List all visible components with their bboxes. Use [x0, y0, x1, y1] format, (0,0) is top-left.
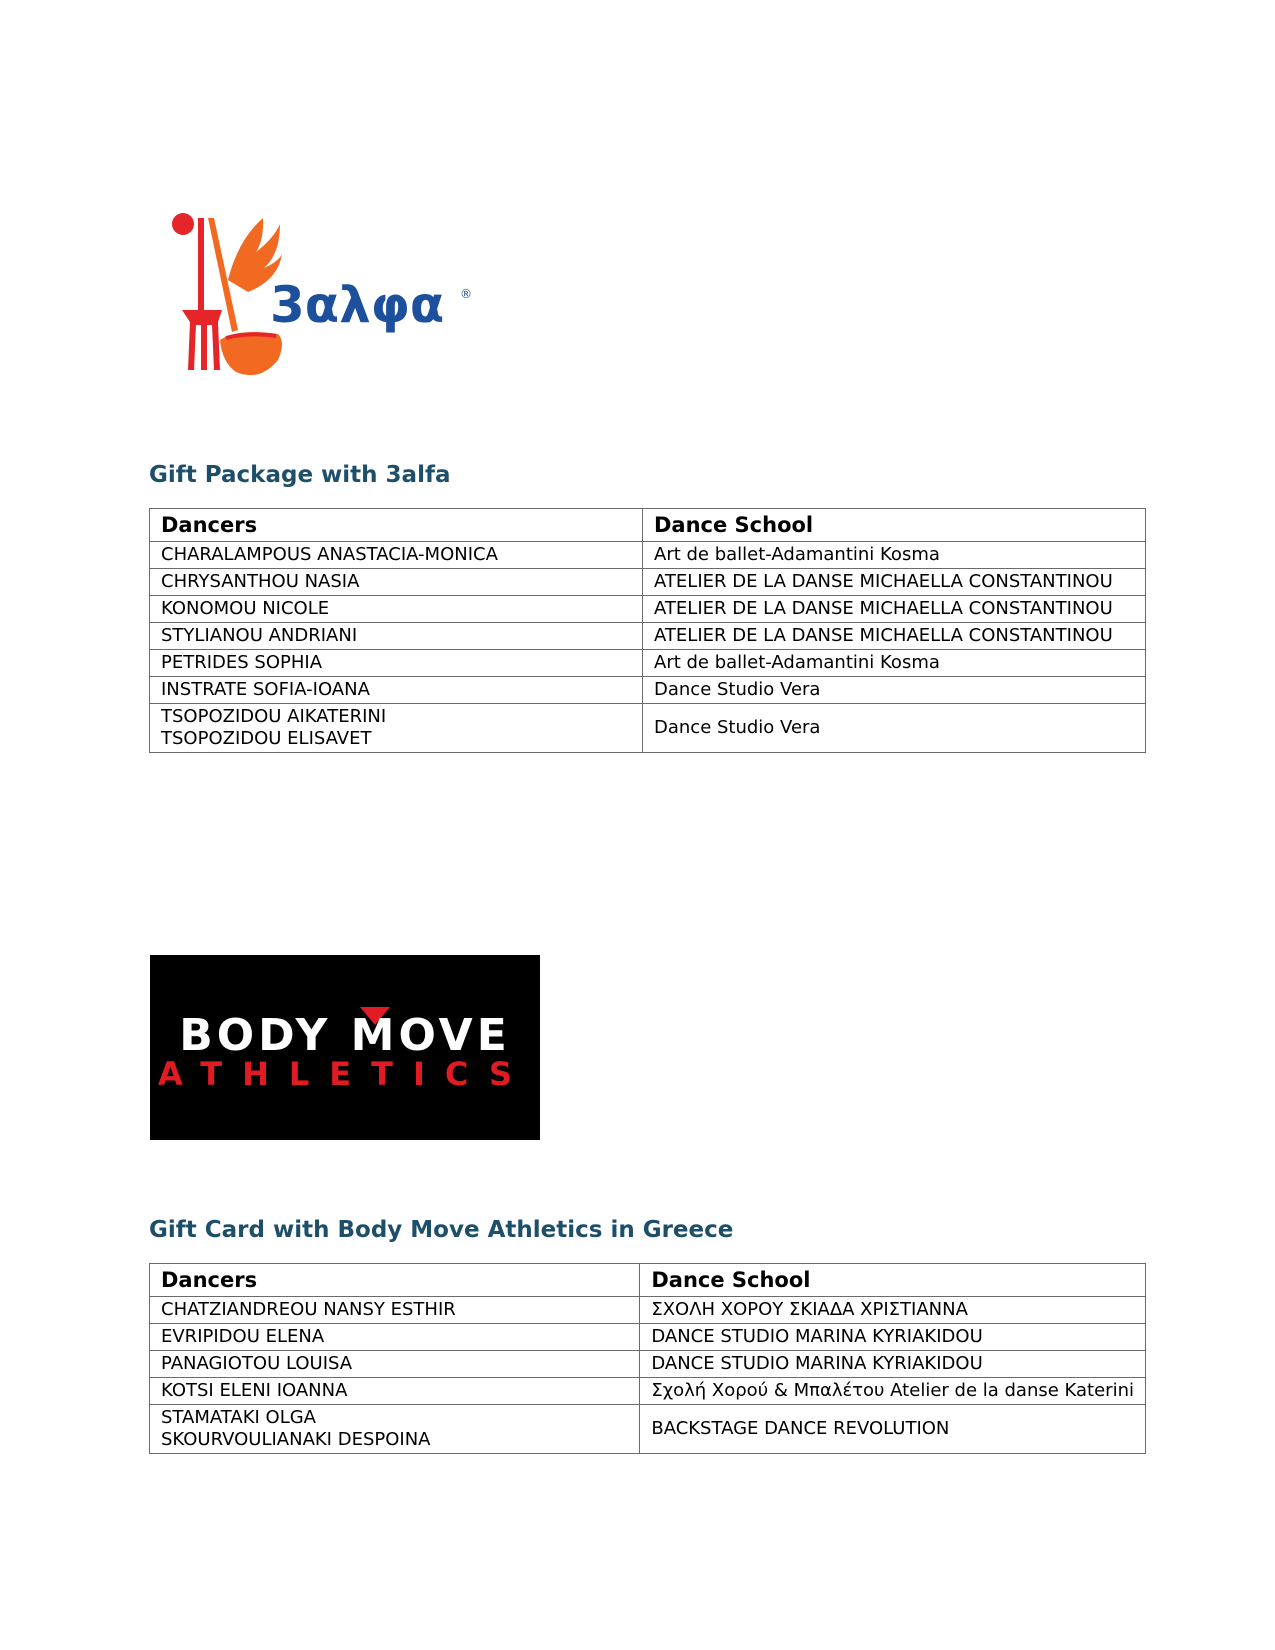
svg-text:3αλφα: 3αλφα [270, 276, 445, 334]
dancer-name: INSTRATE SOFIA-IOANA [161, 679, 370, 700]
dance-school-cell: Dance Studio Vera [643, 677, 1146, 704]
dance-school-cell: Dance Studio Vera [643, 704, 1146, 753]
svg-text:ATHLETICS: ATHLETICS [158, 1055, 532, 1093]
table-header-row [150, 509, 1146, 542]
dance-school-cell: ΣΧΟΛΗ ΧΟΡΟΥ ΣΚΙΑΔΑ ΧΡΙΣΤΙΑΝΝΑ [640, 1297, 1146, 1324]
table-header-row [150, 1264, 1146, 1297]
dance-school-cell: ATELIER DE LA DANSE MICHAELLA CONSTANTINOU [643, 623, 1146, 650]
svg-text:BODY MOVE: BODY MOVE [179, 1010, 511, 1061]
dance-school-cell: DANCE STUDIO MARINA KYRIAKIDOU [640, 1324, 1146, 1351]
3alfa-logo [168, 210, 478, 390]
dancer-name: CHRYSANTHOU NASIA [161, 571, 360, 592]
dancers-header: Dancers [150, 1264, 640, 1297]
dancer-cell [150, 596, 643, 623]
dancer-name: SKOURVOULIANAKI DESPOINA [161, 1429, 431, 1450]
dance-school-cell: Art de ballet-Adamantini Kosma [643, 542, 1146, 569]
dance-school-cell: BACKSTAGE DANCE REVOLUTION [640, 1405, 1146, 1454]
table-row [150, 1405, 1146, 1454]
dance-school-header: Dance School [640, 1264, 1146, 1297]
dancer-cell [150, 1324, 640, 1351]
dancer-cell [150, 1378, 640, 1405]
table-row [150, 596, 1146, 623]
table-row [150, 1324, 1146, 1351]
section-title-3alfa: Gift Package with 3alfa [149, 462, 451, 488]
dancers-table-3alfa [149, 508, 1146, 753]
table-row [150, 704, 1146, 753]
table-row [150, 569, 1146, 596]
dancers-header: Dancers [150, 509, 643, 542]
table-row [150, 1351, 1146, 1378]
section-title-body-move: Gift Card with Body Move Athletics in Greece [149, 1217, 734, 1243]
dancer-name: PANAGIOTOU LOUISA [161, 1353, 353, 1374]
svg-text:®: ® [460, 287, 472, 301]
table-row [150, 542, 1146, 569]
dance-school-cell: ATELIER DE LA DANSE MICHAELLA CONSTANTINOU [643, 596, 1146, 623]
table-row [150, 1297, 1146, 1324]
dance-school-cell: DANCE STUDIO MARINA KYRIAKIDOU [640, 1351, 1146, 1378]
body-move-athletics-logo [150, 955, 540, 1140]
dancer-cell [150, 1405, 640, 1454]
dancer-cell [150, 650, 643, 677]
dancer-name: CHATZIANDREOU NANSY ESTHIR [161, 1299, 456, 1320]
dancer-cell [150, 677, 643, 704]
dancer-cell [150, 542, 643, 569]
dancer-cell [150, 1297, 640, 1324]
table-row [150, 677, 1146, 704]
body-move-athletics-logo-graphic [150, 955, 540, 1140]
dance-school-header: Dance School [643, 509, 1146, 542]
dancer-name: CHARALAMPOUS ANASTACIA-MONICA [161, 544, 498, 565]
dancer-name: KOTSI ELENI IOANNA [161, 1380, 348, 1401]
dancer-cell [150, 623, 643, 650]
dancer-name: STAMATAKI OLGA [161, 1407, 316, 1428]
dancer-name: TSOPOZIDOU AIKATERINI [161, 706, 387, 727]
dancer-name: EVRIPIDOU ELENA [161, 1326, 325, 1347]
dancer-name: KONOMOU NICOLE [161, 598, 330, 619]
dance-school-cell: ATELIER DE LA DANSE MICHAELLA CONSTANTINOU [643, 569, 1146, 596]
dancer-cell [150, 1351, 640, 1378]
dancer-cell [150, 704, 643, 753]
table-row [150, 650, 1146, 677]
dancer-name: TSOPOZIDOU ELISAVET [161, 728, 372, 749]
dancer-name: PETRIDES SOPHIA [161, 652, 323, 673]
table-row [150, 1378, 1146, 1405]
dancer-cell [150, 569, 643, 596]
dance-school-cell: Σχολή Χορού & Μπαλέτου Atelier de la danse Katerini [640, 1378, 1146, 1405]
3alfa-logo-graphic [168, 210, 478, 390]
dance-school-cell: Art de ballet-Adamantini Kosma [643, 650, 1146, 677]
dancer-name: STYLIANOU ANDRIANI [161, 625, 358, 646]
dancers-table-body-move [149, 1263, 1146, 1454]
table-row [150, 623, 1146, 650]
